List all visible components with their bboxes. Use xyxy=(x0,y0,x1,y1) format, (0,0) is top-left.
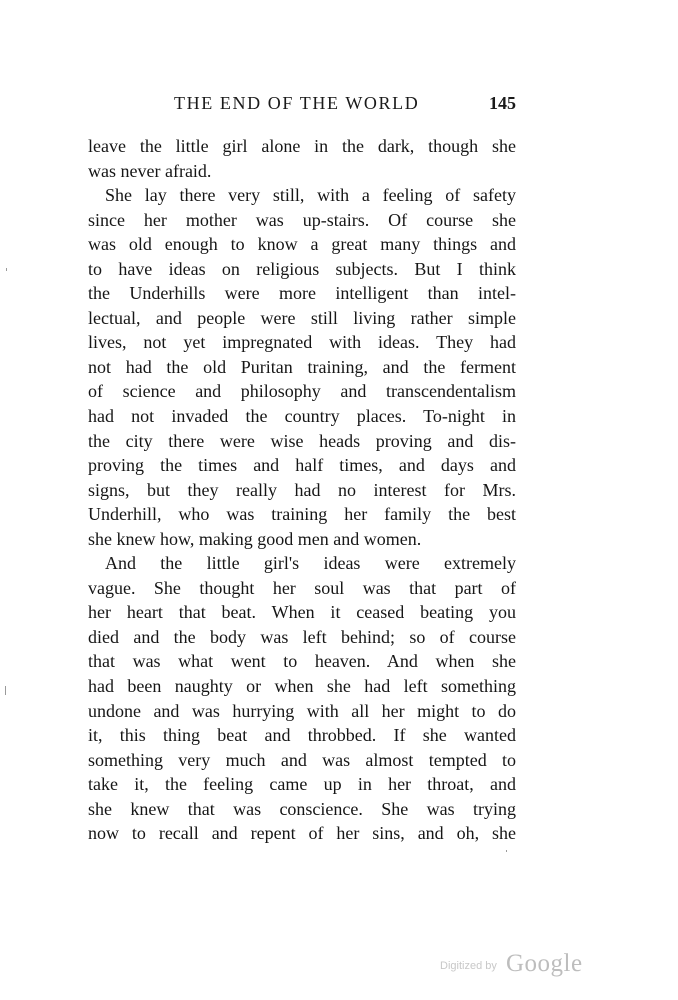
page-header xyxy=(88,93,516,121)
text-line: vague. She thought her soul was that part of xyxy=(88,577,516,598)
text-line: she knew how, making good men and women. xyxy=(88,528,422,549)
text-line: was old enough to know a great many things and xyxy=(88,234,516,255)
scan-speck xyxy=(6,268,7,271)
google-logo: Google xyxy=(506,950,583,977)
text-line: And the little girl's ideas were extremely xyxy=(105,553,516,574)
text-line: died and the body was left behind; so of course xyxy=(88,626,516,647)
text-line: the Underhills were more intelligent than intel- xyxy=(88,283,516,304)
text-line: since her mother was up-stairs. Of course she xyxy=(88,209,516,230)
text-line: take it, the feeling came up in her throat, and xyxy=(88,774,516,795)
text-line: something very much and was almost tempted to xyxy=(88,749,516,770)
text-line: had not invaded the country places. To-night in xyxy=(88,406,516,427)
text-line: had been naughty or when she had left something xyxy=(88,676,516,697)
text-line: the city there were wise heads proving and dis- xyxy=(88,430,516,451)
text-line: that was what went to heaven. And when she xyxy=(88,651,516,672)
text-line: undone and was hurrying with all her might to do xyxy=(88,700,516,721)
text-line: her heart that beat. When it ceased beating you xyxy=(88,602,516,623)
text-line: signs, but they really had no interest for Mrs. xyxy=(88,479,516,500)
text-line: she knew that was conscience. She was trying xyxy=(88,798,516,819)
text-line: to have ideas on religious subjects. But I think xyxy=(88,258,516,279)
text-line: leave the little girl alone in the dark, though she xyxy=(88,136,516,156)
scan-speck xyxy=(506,850,507,852)
page-number: 145 xyxy=(489,93,516,113)
text-line: lectual, and people were still living rather simple xyxy=(88,307,516,328)
digitized-by-google-watermark xyxy=(440,950,590,984)
text-line: Underhill, who was training her family the best xyxy=(88,504,516,525)
scan-speck xyxy=(5,686,6,695)
text-line: not had the old Puritan training, and the ferment xyxy=(88,356,516,377)
text-line: proving the times and half times, and days and xyxy=(88,455,516,476)
text-line: now to recall and repent of her sins, and oh, she xyxy=(88,823,516,844)
text-line: She lay there very still, with a feeling of safety xyxy=(105,185,516,206)
text-line: of science and philosophy and transcendentalism xyxy=(88,381,516,402)
running-head: THE END OF THE WORLD xyxy=(174,93,420,113)
body-text xyxy=(88,134,516,846)
text-line: was never afraid. xyxy=(88,160,212,181)
text-line: it, this thing beat and throbbed. If she wanted xyxy=(88,725,516,746)
watermark-prefix: Digitized by xyxy=(440,960,497,972)
text-line: lives, not yet impregnated with ideas. They had xyxy=(88,332,516,353)
